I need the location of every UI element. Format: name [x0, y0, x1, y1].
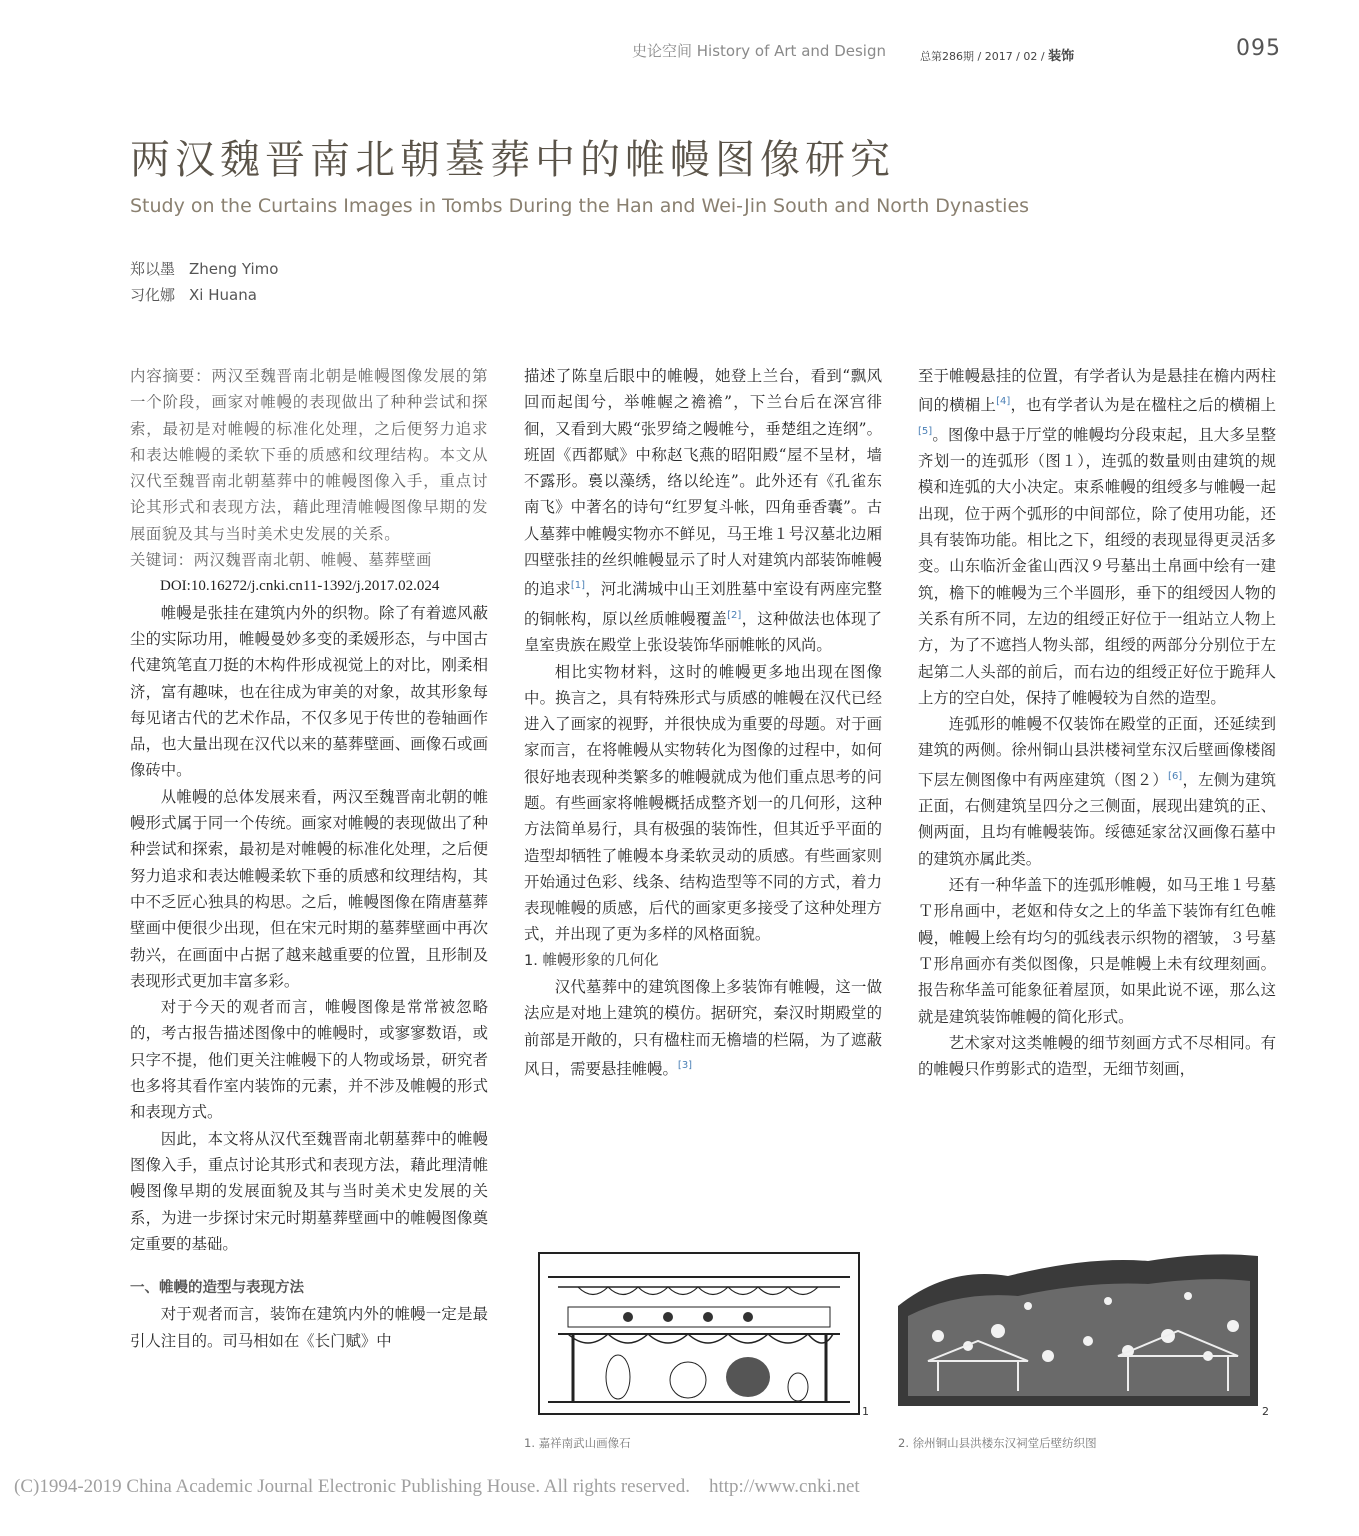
journal-name: 装饰	[1048, 49, 1075, 64]
author-1	[130, 258, 278, 279]
keywords-label: 关键词：	[130, 551, 194, 570]
col1-paragraph-3: 对于今天的观者而言，帷幔图像是常常被忽略的，考古报告描述图像中的帷幔时，或寥寥数语，或只字不提，他们更关注帷幔下的人物或场景，研究者也多将其看作室内装饰的元素，并不涉及帷幔的形式和表现方式。	[130, 998, 488, 1122]
abstract-text: 两汉至魏晋南北朝是帷幔图像发展的第一个阶段，画家对帷幔的表现做出了种种尝试和探索，最初是对帷幔的标准化处理，之后便努力追求和表达帷幔的柔软下垂的质感和纹理结构。本文从汉代至魏晋南北朝墓葬中的帷幔图像入手，重点讨论其形式和表现方法，藉此理清帷幔图像早期的发展面貌及其与当时美术史发展的关系。	[130, 367, 488, 543]
header-section: 史论空间 History of Art and Design	[632, 42, 886, 60]
doi: DOI:10.16272/j.cnki.cn11-1392/j.2017.02.024	[160, 578, 440, 595]
title-english: Study on the Curtains Images in Tombs During the Han and Wei-Jin South and North Dynasties	[130, 195, 1030, 217]
col3-p1-part-b: ，也有学者认为是在楹柱之后的横楣上	[1010, 396, 1276, 415]
author-2-en: Xi Huana	[189, 286, 257, 304]
col3-paragraph-4: 艺术家对这类帷幔的细节刻画方式不尽相同。有的帷幔只作剪影式的造型，无细节刻画，	[918, 1033, 1276, 1079]
author-2-cn: 习化娜	[130, 286, 176, 304]
keywords-text: 两汉魏晋南北朝、帷幔、墓葬壁画	[193, 551, 432, 570]
figure-2-caption: 2. 徐州铜山县洪楼东汉祠堂后壁纺织图	[898, 1436, 1097, 1450]
column-3	[918, 363, 1276, 1082]
reference-5[interactable]: [5]	[918, 425, 933, 437]
col1-paragraph-4: 因此，本文将从汉代至魏晋南北朝墓葬中的帷幔图像入手，重点讨论其形式和表现方法，藉此理清帷幔图像早期的发展面貌及其与当时美术史发展的关系，为进一步探讨宋元时期墓葬壁画中的帷幔图像奠定重要的基础。	[130, 1129, 488, 1253]
col3-p2-part-a: 连弧形的帷幔不仅装饰在殿堂的正面，还延续到建筑的两侧。徐州铜山县洪楼祠堂东汉后壁画像楼阁下层左侧图像中有两座建筑（图２）	[918, 715, 1276, 789]
reference-2[interactable]: [2]	[727, 609, 742, 621]
col3-paragraph-2	[918, 711, 1276, 872]
col2-paragraph-2: 相比实物材料，这时的帷幔更多地出现在图像中。换言之，具有特殊形式与质感的帷幔在汉代已经进入了画家的视野，并很快成为重要的母题。对于画家而言，在将帷幔从实物转化为图像的过程中，如何很好地表现种类繁多的帷幔就成为他们重点思考的问题。有些画家将帷幔概括成整齐划一的几何形，这种方法简单易行，具有极强的装饰性，但其近乎平面的造型却牺牲了帷幔本身柔软灵动的质感。有些画家则开始通过色彩、线条、结构造型等不同的方式，着力表现帷幔的质感，后代的画家更多接受了这种处理方式，并出现了更为多样的风格面貌。	[524, 662, 882, 944]
page-number: 095	[1236, 36, 1281, 61]
col3-paragraph-1	[918, 363, 1276, 711]
col2-p1-part-b: ，河北满城中山王刘胜墓中室设有两座完整的铜帐构，原以丝质帷幔覆盖	[524, 580, 882, 628]
author-1-en: Zheng Yimo	[189, 260, 279, 278]
col3-paragraph-3: 还有一种华盖下的连弧形帷幔，如马王堆１号墓Ｔ形帛画中，老妪和侍女之上的华盖下装饰有红色帷幔，帷幔上绘有均匀的弧线表示织物的褶皱，３号墓Ｔ形帛画亦有类似图像，只是帷幔上未有纹理刻画。报告称华盖可能象征着屋顶，如果此说不诬，那么这就是建筑装饰帷幔的简化形式。	[918, 876, 1276, 1026]
section-heading: 一、帷幔的造型与表现方法	[130, 1280, 304, 1297]
col3-p1-part-a: 至于帷幔悬挂的位置，有学者认为是悬挂在檐内两柱间的横楣上	[918, 367, 1276, 415]
col2-p1-part-c: ，这种做法也体现了皇室贵族在殿堂上张设装饰华丽帷帐的风尚。	[524, 609, 882, 655]
col2-paragraph-3	[524, 974, 882, 1082]
col1-paragraph-2: 从帷幔的总体发展来看，两汉至魏晋南北朝的帷幔形式属于同一个传统。画家对帷幔的表现做出了种种尝试和探索，最初是对帷幔的标准化处理，之后便努力追求和表达帷幔柔软下垂的质感和纹理结构，其中不乏匠心独具的构思。之后，帷幔图像在隋唐墓葬壁画中便很少出现，但在宋元时期的墓葬壁画中再次勃兴，在画面中占据了越来越重要的位置，且形制及表现形式更加丰富多彩。	[130, 787, 488, 990]
copyright-footer: (C)1994-2019 China Academic Journal Electronic Publishing House. All rights reserved. http://www.cnki.net	[14, 1476, 860, 1497]
column-2	[524, 363, 882, 1082]
col2-p3-part-a: 汉代墓葬中的建筑图像上多装饰有帷幔，这一做法应是对地上建筑的模仿。据研究，秦汉时期殿堂的前部是开敞的，只有楹柱而无檐墙的栏隔，为了遮蔽风日，需要悬挂帷幔。	[524, 978, 882, 1079]
abstract-label: 内容摘要：	[130, 367, 212, 385]
figure-2-image	[888, 1246, 1262, 1414]
column-1	[130, 363, 488, 1354]
figure-1-drawing	[538, 1252, 860, 1415]
figure-1-number: 1	[862, 1405, 869, 1418]
col1-paragraph-5: 对于观者而言，装饰在建筑内外的帷幔一定是最引人注目的。司马相如在《长门赋》中	[130, 1305, 488, 1350]
reference-4[interactable]: [4]	[996, 396, 1011, 408]
reference-1[interactable]: [1]	[570, 580, 586, 592]
author-2	[130, 284, 257, 305]
figure-2-number: 2	[1262, 1405, 1269, 1418]
col2-paragraph-1	[524, 363, 882, 659]
title-chinese: 两汉魏晋南北朝墓葬中的帷幔图像研究	[130, 137, 895, 183]
reference-6[interactable]: [6]	[1168, 770, 1183, 782]
keywords	[130, 547, 488, 573]
figure-1-image	[538, 1252, 860, 1415]
issue-prefix: 总第286期 / 2017 / 02 /	[920, 50, 1049, 63]
subsection-heading: 1. 帷幔形象的几何化	[524, 952, 659, 969]
col2-p1-part-a: 描述了陈皇后眼中的帷幔，她登上兰台，看到“飘风回而起闺兮，举帷幄之襜襜”，下兰台后在深宫徘徊，又看到大殿“张罗绮之幔帷兮，垂楚组之连纲”。班固《西都赋》中称赵飞燕的昭阳殿“屋不呈材，墙不露形。裛以藻绣，络以纶连”。此外还有《孔雀东南飞》中著名的诗句“红罗复斗帐，四角垂香囊”。古人墓葬中帷幔实物亦不鲜见，马王堆１号汉墓北边厢四壁张挂的丝织帷幔显示了时人对建筑内部装饰帷幔的追求	[524, 367, 882, 599]
abstract	[130, 363, 488, 547]
figure-2-drawing	[888, 1246, 1262, 1414]
author-1-cn: 郑以墨	[130, 260, 176, 278]
reference-3[interactable]: [3]	[677, 1059, 693, 1071]
col1-paragraph-1: 帷幔是张挂在建筑内外的织物。除了有着遮风蔽尘的实际功用，帷幔曼妙多变的柔媛形态，与中国古代建筑笔直刀挺的木构件形成视觉上的对比，刚柔相济，富有趣味，也在往成为审美的对象，故其形象每每见诸古代的艺术作品，不仅多见于传世的卷轴画作品，也大量出现在汉代以来的墓葬壁画、画像石或画像砖中。	[130, 603, 488, 780]
header-issue	[920, 45, 1074, 64]
col3-p2-part-b: ，左侧为建筑正面，右侧建筑呈四分之三侧面，展现出建筑的正、侧两面，且均有帷幔装饰。绥德延家岔汉画像石墓中的建筑亦属此类。	[918, 770, 1276, 868]
col3-p1-part-c: 。图像中悬于厅堂的帷幔均分段束起，且大多呈整齐划一的连弧形（图１），连弧的数量则由建筑的规模和连弧的大小决定。束系帷幔的组绶多与帷幔一起出现，位于两个弧形的中间部位，除了使用功能，还具有装饰功能。相比之下，组绶的表现显得更灵活多变。山东临沂金雀山西汉９号墓出土帛画中绘有一建筑，檐下的帷幔为三个半圆形，垂下的组绶因人物的关系有所不同，左边的组绶正好位于一组站立人物上方，为了不遮挡人物头部，组绶的两部分分别位于左起第二人头部的前后，而右边的组绶正好位于跪拜人上方的空白处，保持了帷幔较为自然的造型。	[918, 425, 1276, 707]
figure-1-caption: 1. 嘉祥南武山画像石	[524, 1436, 631, 1450]
